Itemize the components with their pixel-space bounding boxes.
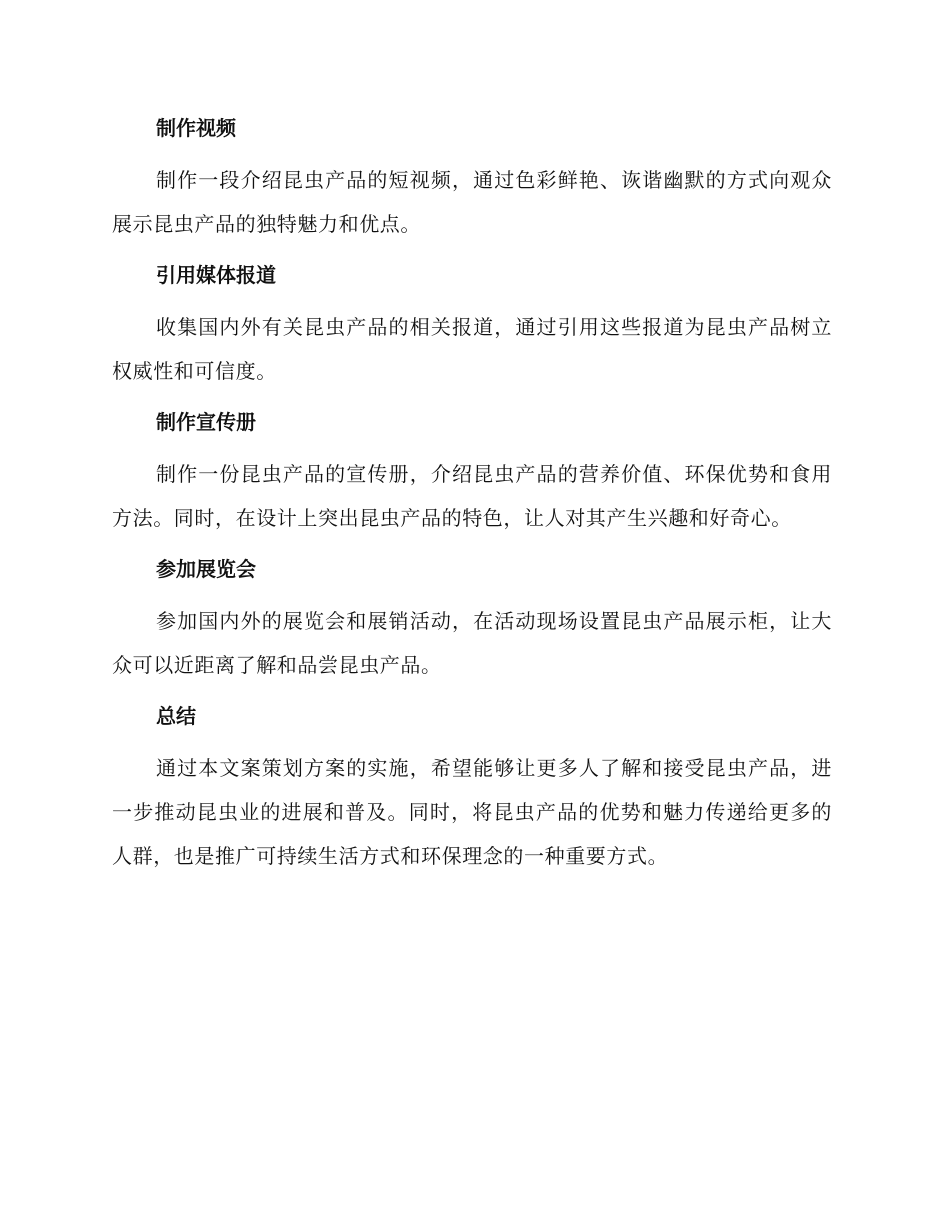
section-media-reports	[112, 259, 832, 406]
section-summary	[112, 700, 832, 878]
section-heading: 制作视频	[156, 116, 236, 140]
section-paragraph: 制作一段介绍昆虫产品的短视频，通过色彩鲜艳、诙谐幽默的方式向观众展示昆虫产品的独特魅力和优点。	[112, 168, 832, 236]
section-exhibition	[112, 553, 832, 700]
document-page	[112, 112, 832, 878]
section-paragraph: 制作一份昆虫产品的宣传册，介绍昆虫产品的营养价值、环保优势和食用方法。同时，在设计上突出昆虫产品的特色，让人对其产生兴趣和好奇心。	[112, 462, 832, 530]
section-heading: 总结	[156, 704, 196, 728]
section-heading: 参加展览会	[156, 557, 256, 581]
section-video	[112, 112, 832, 259]
section-heading: 制作宣传册	[156, 410, 256, 434]
section-paragraph: 收集国内外有关昆虫产品的相关报道，通过引用这些报道为昆虫产品树立权威性和可信度。	[112, 315, 832, 383]
section-heading: 引用媒体报道	[156, 263, 276, 287]
section-paragraph: 参加国内外的展览会和展销活动，在活动现场设置昆虫产品展示柜，让大众可以近距离了解和品尝昆虫产品。	[112, 609, 832, 677]
section-paragraph: 通过本文案策划方案的实施，希望能够让更多人了解和接受昆虫产品，进一步推动昆虫业的进展和普及。同时，将昆虫产品的优势和魅力传递给更多的人群，也是推广可持续生活方式和环保理念的一种重要方式。	[112, 756, 832, 868]
section-brochure	[112, 406, 832, 553]
